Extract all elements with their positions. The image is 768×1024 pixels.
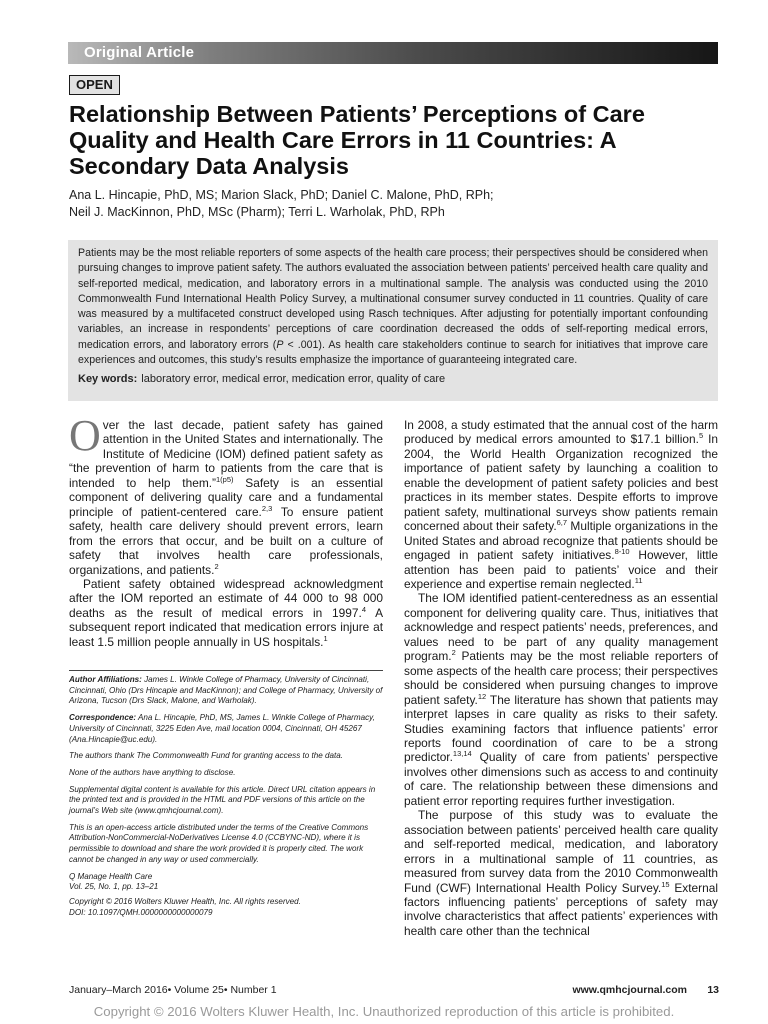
author-line: Ana L. Hincapie, PhD, MS; Marion Slack, PhD; Daniel C. Malone, PhD, RPh; xyxy=(69,188,494,202)
acknowledgment: The authors thank The Commonwealth Fund for granting access to the data. xyxy=(69,751,343,761)
copyright-watermark: Copyright © 2016 Wolters Kluwer Health, Inc. Unauthorized reproduction of this article is prohibited. xyxy=(93,1004,675,1019)
issue-info: January–March 2016• Volume 25• Number 1 xyxy=(69,984,277,996)
correspondence: Correspondence: Ana L. Hincapie, PhD, MS, James L. Winkle College of Pharmacy, University of Cincinnati, 3225 Eden Ave, mail location 0004, Cincinnati, OH 45267 (Ana.Hincapie@uc.edu). xyxy=(69,713,375,744)
article-notes xyxy=(69,670,383,924)
keywords-label: Key words: xyxy=(78,373,138,386)
license-note: This is an open-access article distributed under the terms of the Creative Commons Attribution-NonCommercial-NoDerivatives License 4.0 (CCBYNC-ND), where it is permissible to download and share the work provided it is properly cited. The work cannot be changed in any way or used commercially. xyxy=(69,822,369,864)
body-column-right xyxy=(404,418,718,938)
keywords xyxy=(78,372,708,386)
doi: DOI: 10.1097/QMH.0000000000000079 xyxy=(69,907,213,917)
disclosure: None of the authors have anything to disclose. xyxy=(69,767,236,777)
abstract-text: Patients may be the most reliable reporters of some aspects of the health care process; their perspectives should be considered when pursuing changes to improve patient safety. The authors evaluated the association between patients’ perceived health care quality and self-reported medical, medication, and laboratory errors in a multinational sample. The analysis was conducted using the 2010 Commonwealth Fund International Health Policy Survey, a multinational consumer survey conducted in 11 countries. Quality of care was measured by a multifaceted construct developed using Rasch techniques. After adjusting for potentially important confounding variables, an increase in respondents’ perceptions of care coordination decreased the odds of self-reporting medical errors, medication errors, and laboratory errors (P < .001). As health care stakeholders continue to search for initiatives that improve care experiences and outcomes, this study’s results emphasize the importance of guaranteeing integrated care. xyxy=(78,247,708,367)
body-paragraph: Over the last decade, patient safety has gained attention in the United States and internationally. The Institute of Medicine (IOM) defined patient safety as “the prevention of harm to patients from the care that is intended to help them.”$^{1(p5)}$ Safety is an essential component of delivering quality care and a fundamental principle of patient-centered care.$^{2,3}$ To ensure patient safety, health care delivery should prevent errors, learn from the errors that occur, and be built on a culture of safety that involves health care professionals, organizations, and patients.$^2$ xyxy=(69,411,384,577)
copyright-note: Copyright © 2016 Wolters Kluwer Health, Inc. All rights reserved. xyxy=(69,896,301,906)
author-line: Neil J. MacKinnon, PhD, MSc (Pharm); Terri L. Warholak, PhD, RPh xyxy=(69,205,445,219)
author-list xyxy=(69,187,719,221)
running-footer xyxy=(69,983,719,997)
article-title: Relationship Between Patients’ Perceptions of Care Quality and Health Care Errors in 11 Countries: A Secondary Data Analysis xyxy=(69,101,645,179)
body-paragraph: Patient safety obtained widespread acknowledgment after the IOM reported an estimate of 44 000 to 98 000 deaths as the result of medical errors in 1997.$^4$ A subsequent report indicated that medication errors injure at least 1.5 million people annually in US hospitals.$^1$ xyxy=(69,576,384,649)
journal-website: www.qmhcjournal.com xyxy=(572,984,687,996)
author-affiliations: Author Affiliations: James L. Winkle College of Pharmacy, University of Cincinnati, Cincinnati, Ohio (Drs Hincapie and MacKinnon); and College of Pharmacy, University of Arizona, Tucson (Drs Slack, Malone, and Warholak). xyxy=(69,675,383,706)
supplemental-note: Supplemental digital content is available for this article. Direct URL citation appears in the printed text and is provided in the HTML and PDF versions of this article on the journal’s Web site (www.qmhcjournal.com). xyxy=(69,784,376,816)
body-paragraph: In 2008, a study estimated that the annual cost of the harm produced by medical errors amounted to $17.1 billion.$^5$ In 2004, the World Health Organization recognized the importance of patient safety by launching a coalition to enable the development of patient safety policies and best practices in its member states. Despite efforts to improve patient safety, multinational surveys show patients remain concerned about their safety.$^{6,7}$ Multiple organizations in the United States and abroad recognize that patients should be engaged in patient safety initiatives.$^{8-10}$ However, little attention has been paid to patients’ voice and their experience and expertise remain neglected.$^{11}$ xyxy=(404,418,718,591)
citation-info: Q Manage Health Care Vol. 25, No. 1, pp. 13–21 xyxy=(69,871,159,892)
section-banner: Original Article xyxy=(68,42,718,64)
abstract-box xyxy=(68,240,718,401)
body-column-left xyxy=(69,411,384,649)
body-paragraph: The IOM identified patient-centeredness as an essential component for delivering quality care. Thus, initiatives that acknowledge and respect patients’ needs, preferences, and values need to be part of any quality management program.$^2$ Patients may be the most reliable reporters of some aspects of the health care process; their perspectives should be considered when pursuing changes to improve patient safety.$^{12}$ The literature has shown that patients may interpret lapses in care quality as risks to their safety. Studies examining factors that influence patients’ error reports found coordination of care to be a strong predictor.$^{13,14}$ Quality of care from patients’ perspective involves other dimensions such as access to and continuity of care. The relationship between these dimensions and patient error reporting requires further investigation. xyxy=(404,591,718,808)
body-paragraph: The purpose of this study was to evaluate the association between patients’ perceived health care quality and self-reported medical, medication, and laboratory errors in a multinational sample of 11 countries, as measured from survey data from the 2010 Commonwealth Fund (CWF) International Health Policy Survey.$^{15}$ External factors influencing patients’ perceptions of safety may involve characteristics that affect patients’ experiences with health care other than the technical xyxy=(404,808,718,938)
page-number: 13 xyxy=(707,984,719,996)
open-access-badge: OPEN xyxy=(69,75,120,95)
keywords-list: laboratory error, medical error, medication error, quality of care xyxy=(141,373,446,386)
drop-cap: O xyxy=(69,411,101,460)
